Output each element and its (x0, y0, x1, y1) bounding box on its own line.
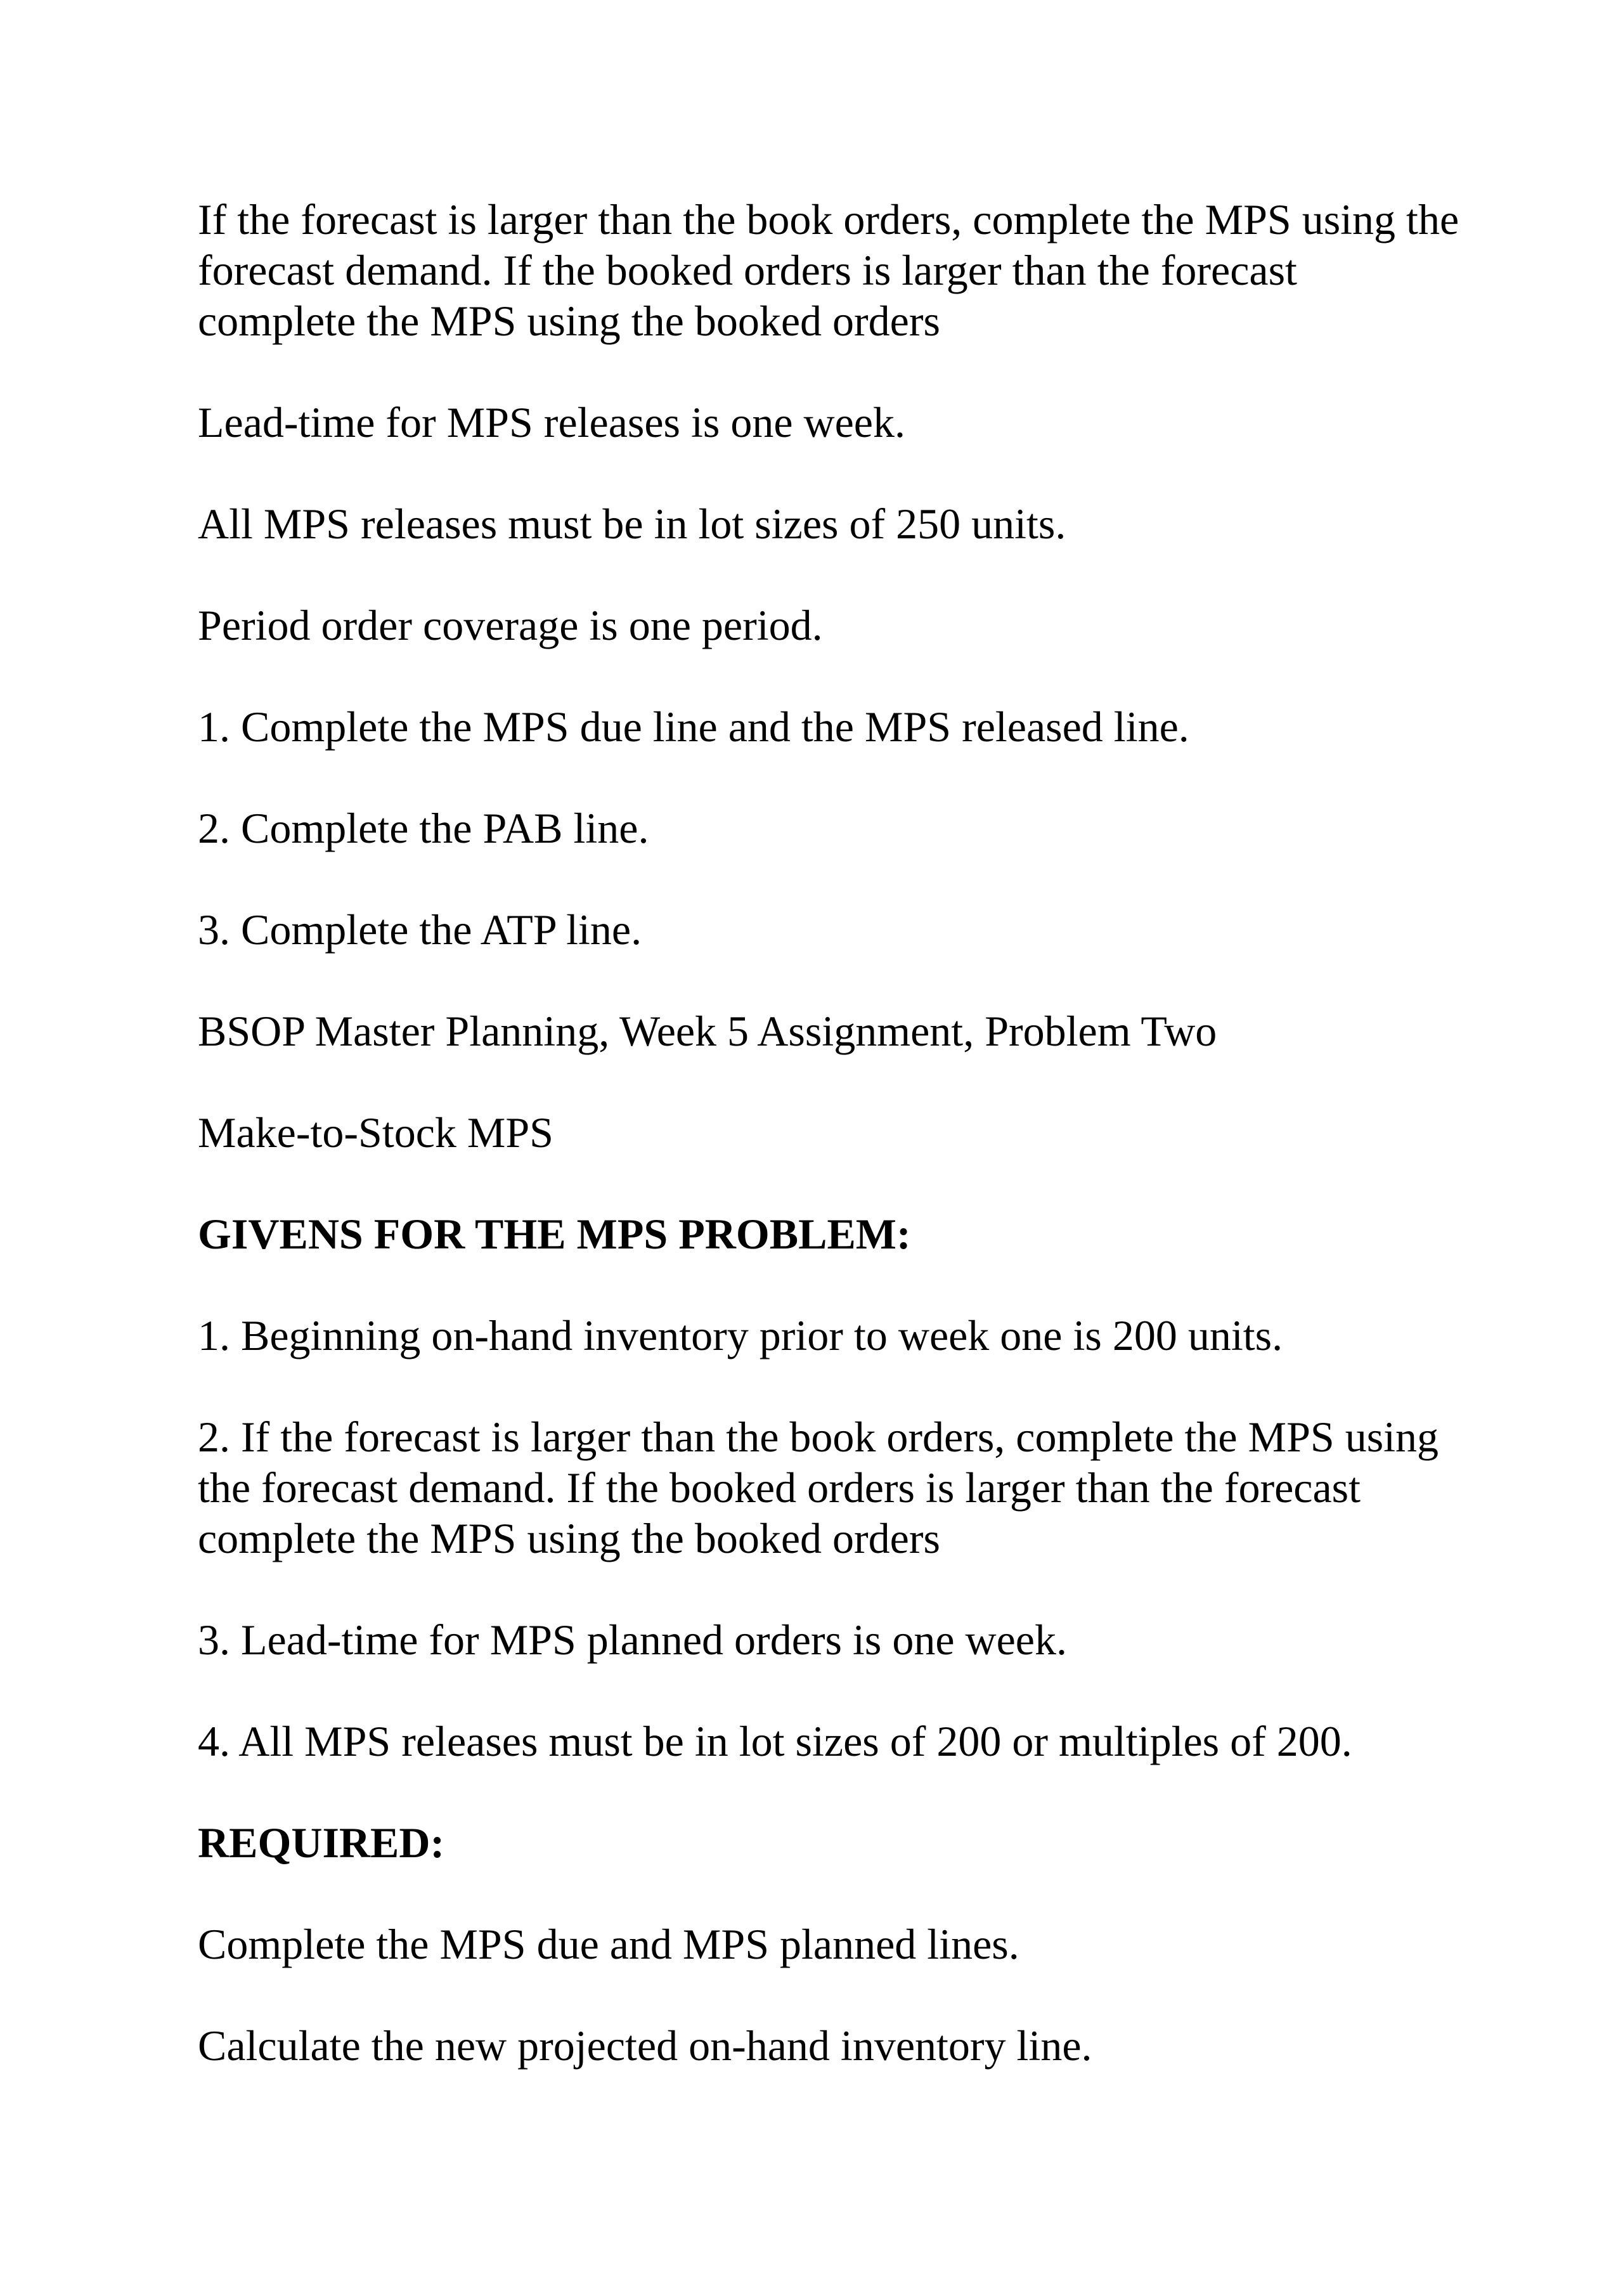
paragraph-given-3: 3. Lead-time for MPS planned orders is one week. (198, 1616, 1067, 1664)
paragraph-given-1: 1. Beginning on-hand inventory prior to week one is 200 units. (198, 1311, 1283, 1359)
paragraph-task-1: 1. Complete the MPS due line and the MPS released line. (198, 703, 1189, 751)
heading-givens: GIVENS FOR THE MPS PROBLEM: (198, 1210, 911, 1258)
paragraph-task-3: 3. Complete the ATP line. (198, 905, 642, 954)
paragraph-mps-type: Make-to-Stock MPS (198, 1108, 553, 1157)
paragraph-lead-time: Lead-time for MPS releases is one week. (198, 398, 905, 446)
paragraph-task-2: 2. Complete the PAB line. (198, 804, 649, 852)
paragraph-order-coverage: Period order coverage is one period. (198, 601, 823, 649)
paragraph-given-4: 4. All MPS releases must be in lot sizes of 200 or multiples of 200. (198, 1717, 1352, 1765)
paragraph-assignment-title: BSOP Master Planning, Week 5 Assignment, Problem Two (198, 1007, 1217, 1055)
document-body (198, 194, 1466, 2122)
paragraph-lot-size: All MPS releases must be in lot sizes of 250 units. (198, 500, 1066, 548)
paragraph-forecast-rule: If the forecast is larger than the book orders, complete the MPS using the forecast demand. If the booked orders is larger than the forecast complete the MPS using the booked orders (198, 195, 1459, 345)
paragraph-given-2: 2. If the forecast is larger than the book orders, complete the MPS using the forecast demand. If the booked orders is larger than the forecast complete the MPS using the booked orders (198, 1413, 1439, 1562)
paragraph-required-2: Calculate the new projected on-hand inventory line. (198, 2021, 1092, 2070)
heading-required: REQUIRED: (198, 1819, 445, 1867)
paragraph-required-1: Complete the MPS due and MPS planned lines. (198, 1920, 1019, 1968)
